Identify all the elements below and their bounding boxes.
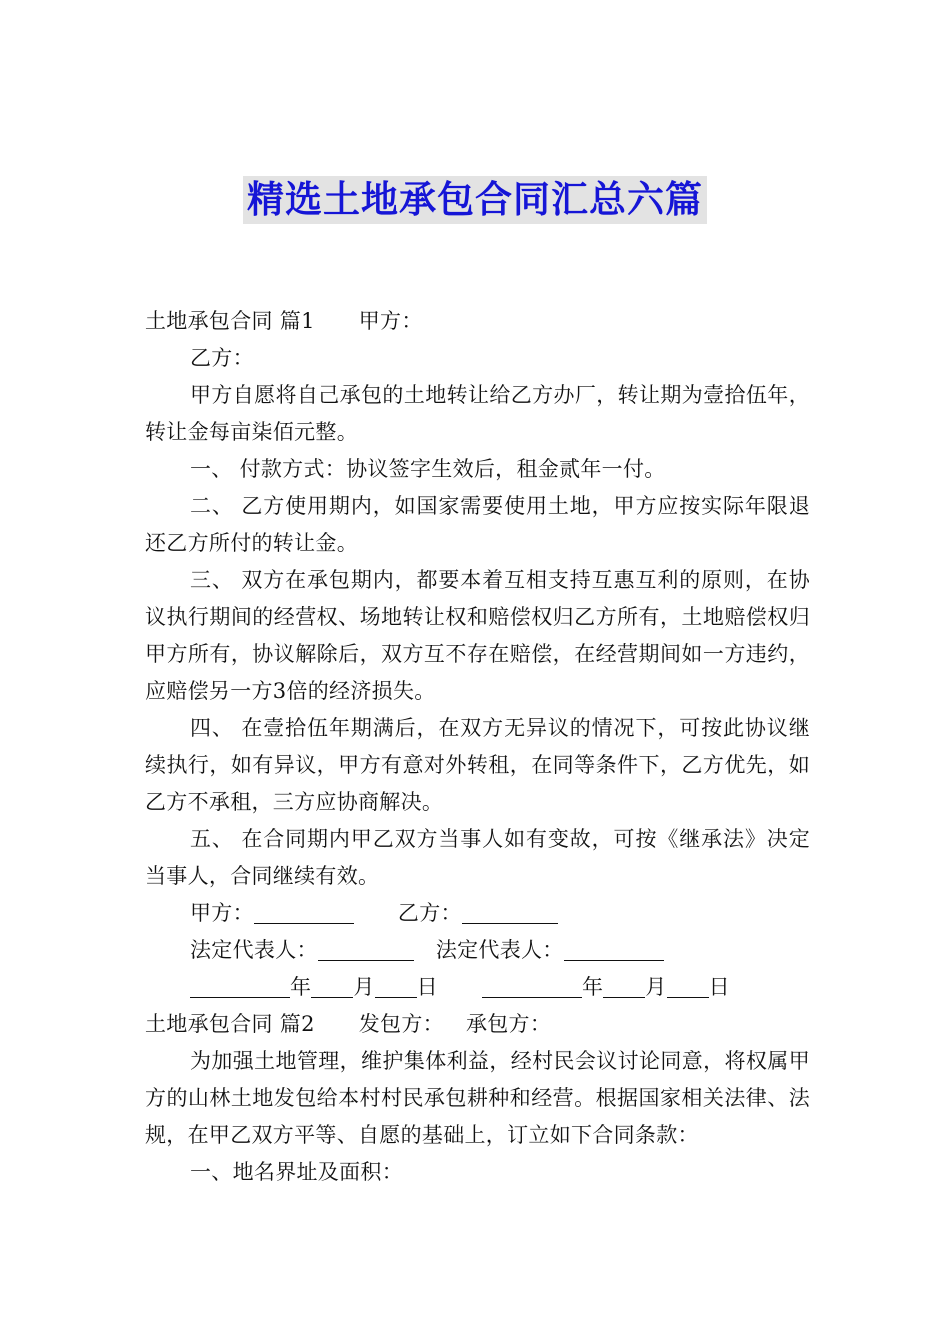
clause-1: 一、 付款方式：协议签字生效后，租金贰年一付。 — [190, 457, 666, 481]
representative-line: 法定代表人： 法定代表人： — [145, 932, 810, 969]
contract2-heading: 土地承包合同 篇2 — [145, 1012, 315, 1036]
document-body — [145, 303, 810, 1191]
party-b-label: 乙方： — [190, 346, 254, 370]
party-a-label: 甲方： — [358, 309, 423, 333]
contract1-heading: 土地承包合同 篇1 — [145, 309, 315, 333]
blank-line — [564, 932, 664, 961]
blank-line — [254, 895, 354, 924]
document-title: 精选土地承包合同汇总六篇 — [0, 176, 950, 224]
clause-1: 一、地名界址及面积： — [190, 1160, 403, 1184]
blank-line — [462, 895, 558, 924]
clause-3: 三、 双方在承包期内，都要本着互相支持互惠互利的原则，在协议执行期间的经营权、场地转让权和赔偿权归乙方所有，土地赔偿权归甲方所有，协议解除后，双方互不存在赔偿，在经营期间如一方违约，应赔偿另一方3倍的经济损失。 — [145, 568, 810, 703]
clause-5: 五、 在合同期内甲乙双方当事人如有变故，可按《继承法》决定当事人，合同继续有效。 — [145, 827, 810, 888]
paragraph: 为加强土地管理，维护集体利益，经村民会议讨论同意，将权属甲方的山林土地发包给本村村民承包耕种和经营。根据国家相关法律、法规，在甲乙双方平等、自愿的基础上，订立如下合同条款： — [145, 1049, 810, 1147]
signature-line: 甲方： 乙方： — [145, 895, 810, 932]
date-line: 年 月 日 年 月 日 — [145, 969, 810, 1006]
paragraph: 甲方自愿将自己承包的土地转让给乙方办厂，转让期为壹拾伍年，转让金每亩柒佰元整。 — [145, 383, 810, 444]
clause-4: 四、 在壹拾伍年期满后，在双方无异议的情况下，可按此协议继续执行，如有异议，甲方有意对外转租，在同等条件下，乙方优先，如乙方不承租，三方应协商解决。 — [145, 716, 810, 814]
blank-line — [318, 932, 414, 961]
contract1-heading-line — [145, 303, 810, 340]
clause-2: 二、 乙方使用期内，如国家需要使用土地，甲方应按实际年限退还乙方所付的转让金。 — [145, 494, 810, 555]
contract2-heading-line: 土地承包合同 篇2 发包方： 承包方： — [145, 1012, 552, 1036]
